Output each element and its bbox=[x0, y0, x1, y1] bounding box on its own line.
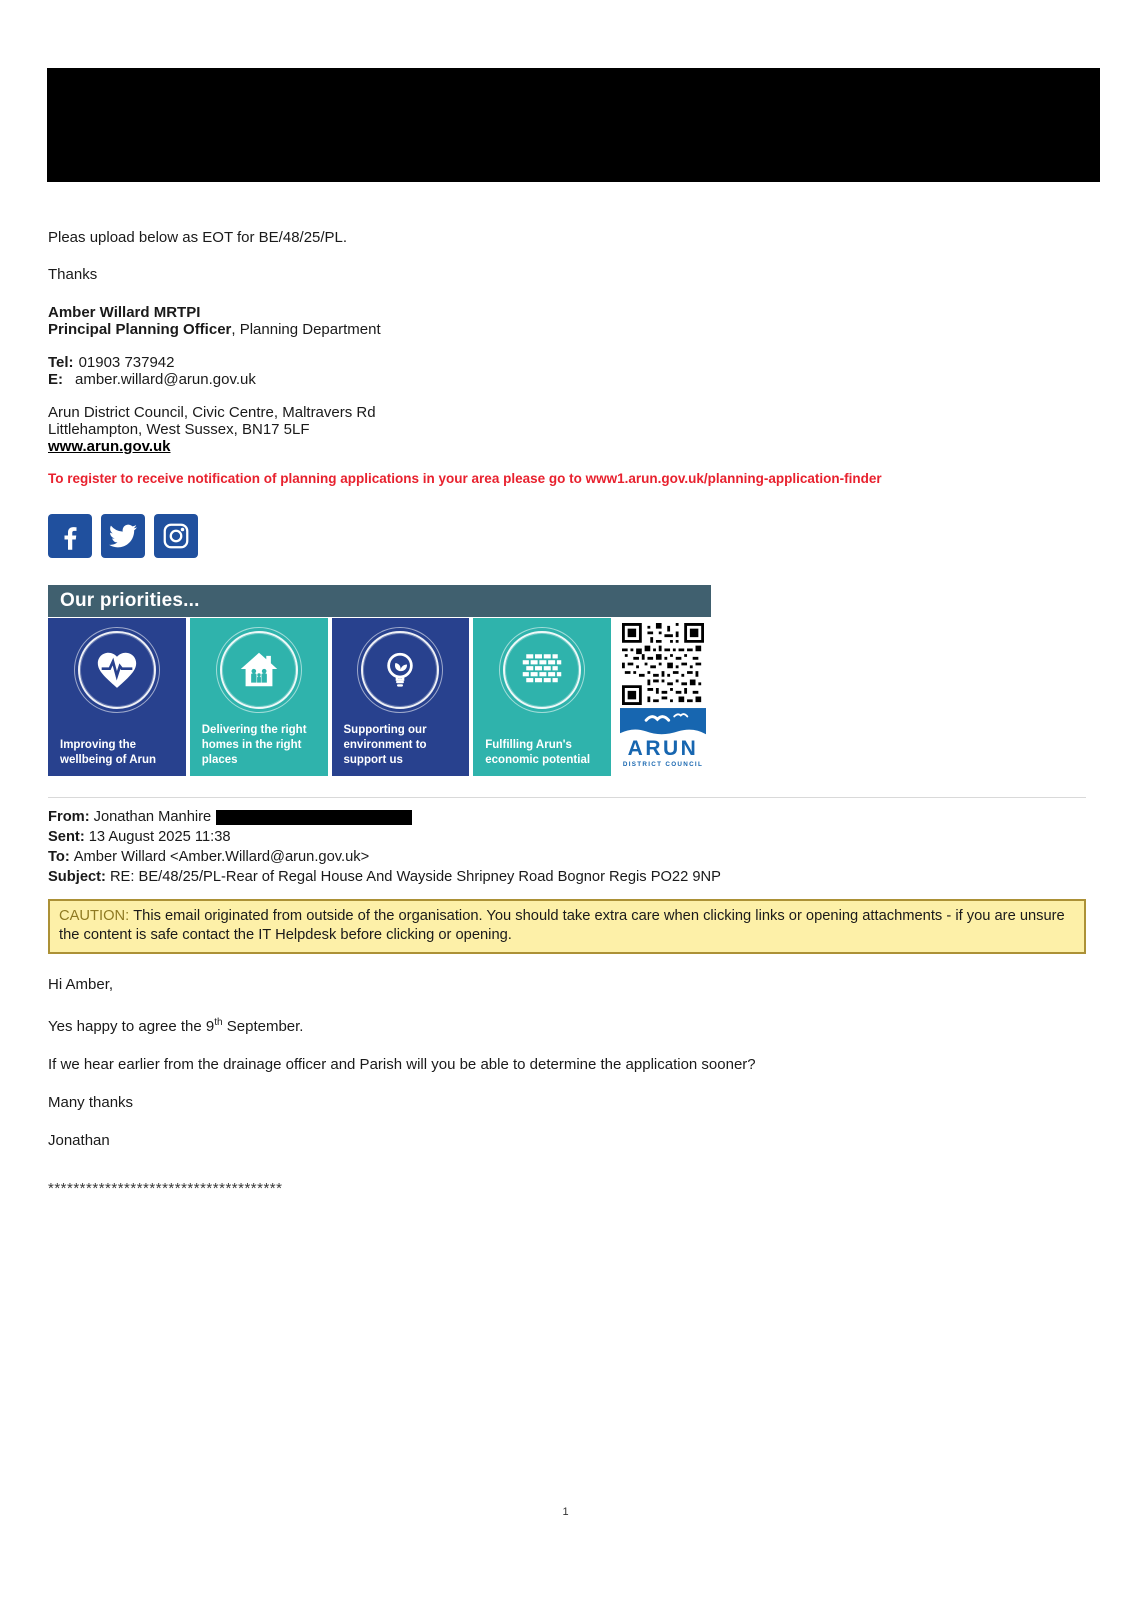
website-link[interactable]: www.arun.gov.uk bbox=[48, 438, 171, 455]
from-value: Jonathan Manhire bbox=[93, 809, 212, 825]
reply-body bbox=[48, 976, 1086, 1198]
tile-label: Supporting our environment to support us bbox=[343, 724, 427, 767]
caution-banner bbox=[48, 899, 1086, 954]
arun-logo bbox=[620, 708, 706, 768]
qr-logo-column bbox=[615, 618, 711, 776]
tile-label: Fulfilling Arun's economic potential bbox=[485, 739, 591, 767]
priorities-banner bbox=[48, 585, 711, 776]
twitter-icon bbox=[109, 522, 137, 550]
asterisk-separator: ************************************* bbox=[48, 1180, 283, 1197]
email-address: amber.willard@arun.gov.uk bbox=[75, 371, 256, 388]
tel-number: 01903 737942 bbox=[78, 354, 175, 371]
signature-title: Principal Planning Officer bbox=[48, 321, 232, 338]
facebook-link[interactable] bbox=[48, 514, 92, 558]
brick-wall-icon bbox=[503, 631, 581, 709]
sent-value: 13 August 2025 11:38 bbox=[88, 829, 231, 845]
planning-notification-notice: To register to receive notification of planning applications in your area please go to www1.arun.gov.uk/planning-application-finder bbox=[48, 471, 882, 486]
address-line-2: Littlehampton, West Sussex, BN17 5LF bbox=[48, 421, 310, 438]
signature-name: Amber Willard MRTPI bbox=[48, 304, 201, 321]
arun-logo-name: ARUN bbox=[627, 737, 699, 760]
arun-wave-seagulls-icon bbox=[620, 708, 706, 738]
instagram-icon bbox=[161, 521, 191, 551]
signature-department: , Planning Department bbox=[231, 321, 381, 338]
arun-logo-subtitle: DISTRICT COUNCIL bbox=[622, 761, 704, 769]
sent-label: Sent: bbox=[48, 829, 85, 845]
sign-off: Jonathan bbox=[48, 1132, 110, 1149]
thanks-line-reply: Many thanks bbox=[48, 1094, 134, 1111]
to-value: Amber Willard <Amber.Willard@arun.gov.uk> bbox=[73, 849, 370, 865]
subject-value: RE: BE/48/25/PL-Rear of Regal House And Wayside Shripney Road Bognor Regis PO22 9NP bbox=[109, 869, 721, 885]
to-label: To: bbox=[48, 849, 70, 865]
page-number: 1 bbox=[562, 1506, 569, 1518]
priorities-title: Our priorities... bbox=[48, 585, 711, 617]
priority-tile-wellbeing bbox=[48, 618, 186, 776]
house-family-icon bbox=[220, 631, 298, 709]
redacted-email-address bbox=[216, 810, 412, 825]
email-label: E: bbox=[48, 371, 63, 388]
from-label: From: bbox=[48, 809, 90, 825]
caution-label: CAUTION: bbox=[59, 908, 130, 924]
greeting-line: Hi Amber, bbox=[48, 976, 114, 993]
priority-tile-environment bbox=[332, 618, 470, 776]
instagram-link[interactable] bbox=[154, 514, 198, 558]
thanks-line: Thanks bbox=[48, 266, 98, 283]
tile-label: Improving the wellbeing of Arun bbox=[60, 739, 157, 767]
intro-line: Pleas upload below as EOT for BE/48/25/PL. bbox=[48, 229, 348, 246]
tile-label: Delivering the right homes in the right places bbox=[201, 724, 307, 767]
address-line-1: Arun District Council, Civic Centre, Maltravers Rd bbox=[48, 404, 376, 421]
facebook-icon bbox=[55, 521, 85, 551]
social-icons-row bbox=[48, 514, 1086, 558]
qr-code bbox=[622, 623, 704, 705]
twitter-link[interactable] bbox=[101, 514, 145, 558]
ordinal-superscript: th bbox=[214, 1017, 223, 1028]
lightbulb-leaf-icon bbox=[361, 631, 439, 709]
agree-line: Yes happy to agree the 9th September. bbox=[48, 1017, 304, 1035]
signature-block bbox=[48, 304, 1086, 455]
subject-label: Subject: bbox=[48, 869, 106, 885]
tel-label: Tel: bbox=[48, 354, 74, 371]
heart-pulse-icon bbox=[78, 631, 156, 709]
divider bbox=[48, 797, 1086, 798]
question-line: If we hear earlier from the drainage officer and Parish will you be able to determine the application sooner? bbox=[48, 1056, 756, 1073]
caution-text: This email originated from outside of the organisation. You should take extra care when clicking links or opening attachments - if you are unsure the content is safe contact the IT Helpdesk before clicking or opening. bbox=[59, 908, 1065, 943]
priority-tile-homes bbox=[190, 618, 328, 776]
priority-tile-economic bbox=[473, 618, 611, 776]
reply-header-block bbox=[48, 807, 1086, 887]
